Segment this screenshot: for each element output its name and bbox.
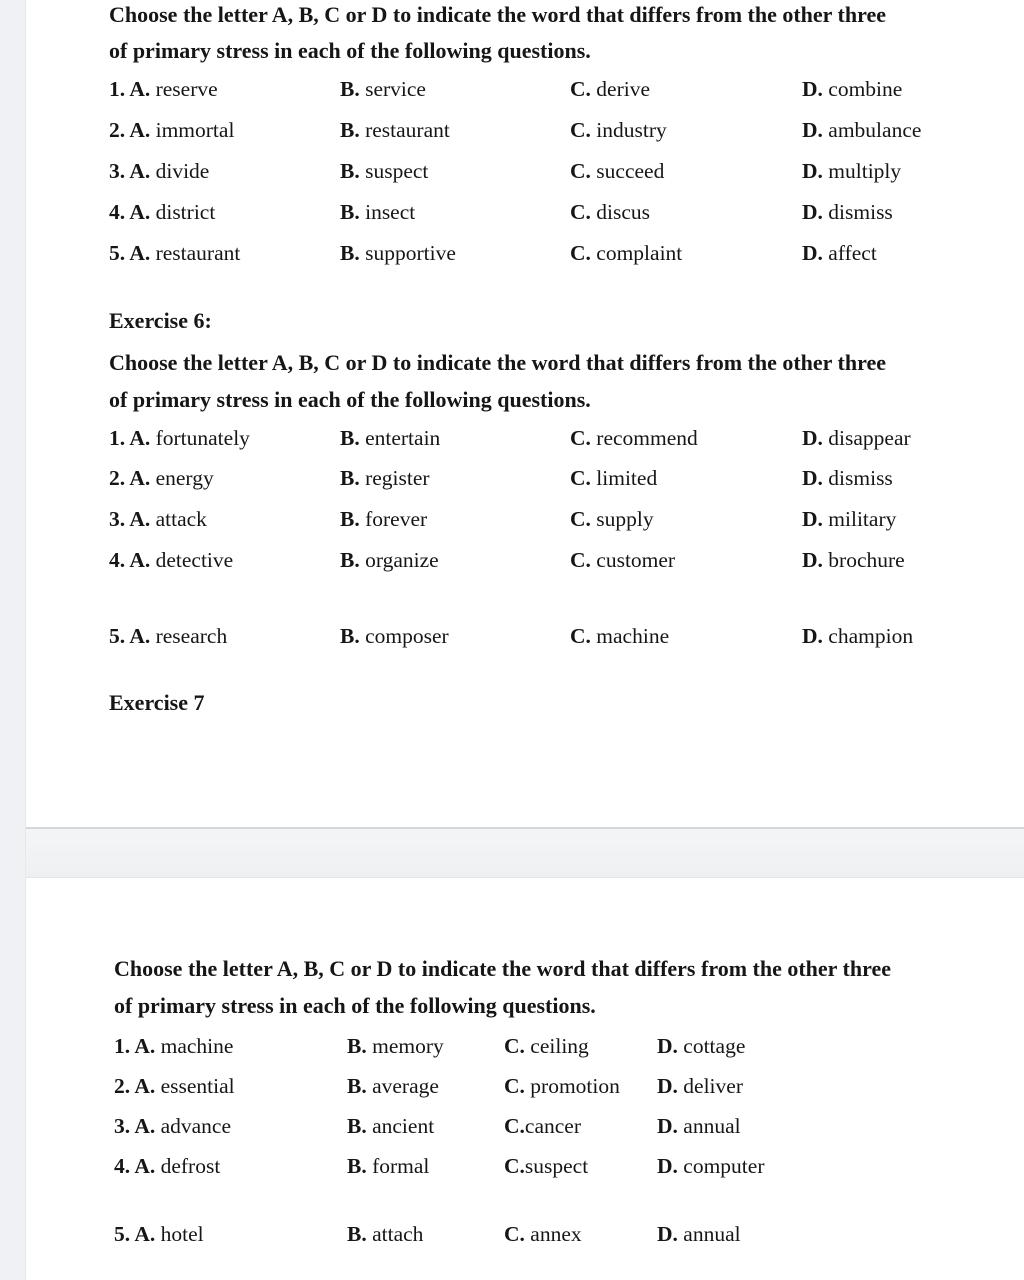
option-cell (802, 426, 911, 451)
option-word: ancient (366, 1114, 435, 1138)
option-label: 1. A. (114, 1034, 156, 1058)
option-cell (114, 1034, 233, 1059)
option-word: essential (155, 1074, 235, 1098)
option-label: B. (347, 1154, 367, 1178)
option-word: suspect (359, 159, 429, 183)
option-label: D. (802, 466, 823, 490)
option-cell (504, 1222, 582, 1247)
option-cell (114, 1114, 231, 1139)
option-word: annual (677, 1114, 741, 1138)
option-cell (802, 507, 896, 532)
option-word: promotion (524, 1074, 620, 1098)
option-label: C. (570, 548, 591, 572)
option-label: D. (802, 200, 823, 224)
option-word: organize (359, 548, 439, 572)
option-cell (340, 548, 439, 573)
option-label: B. (347, 1114, 367, 1138)
option-word: champion (822, 624, 914, 648)
option-label: 2. A. (109, 466, 151, 490)
option-label: 5. A. (109, 624, 151, 648)
option-cell (109, 200, 215, 225)
instruction-line-2: of primary stress in each of the following questions. (109, 387, 591, 412)
option-word: suspect (524, 1154, 589, 1178)
option-word: industry (590, 118, 667, 142)
option-label: D. (657, 1154, 678, 1178)
option-cell (570, 200, 650, 225)
option-label: D. (657, 1114, 678, 1138)
exercise-6-heading: Exercise 6: (109, 308, 212, 333)
option-label: B. (340, 624, 360, 648)
option-cell (347, 1222, 423, 1247)
option-word: cancer (524, 1114, 581, 1138)
option-cell (657, 1154, 764, 1179)
option-label: B. (347, 1074, 367, 1098)
option-word: recommend (590, 426, 698, 450)
option-label: C. (504, 1034, 525, 1058)
option-word: derive (590, 77, 650, 101)
option-label: C. (504, 1222, 525, 1246)
option-cell (340, 118, 450, 143)
option-word: restaurant (150, 241, 241, 265)
option-cell (340, 426, 440, 451)
option-cell (347, 1034, 444, 1059)
option-label: D. (802, 426, 823, 450)
option-word: discus (590, 200, 651, 224)
option-label: 4. A. (109, 548, 151, 572)
option-word: attack (150, 507, 207, 531)
option-word: register (359, 466, 430, 490)
option-word: restaurant (359, 118, 450, 142)
option-label: 1. A. (109, 77, 151, 101)
option-label: B. (340, 241, 360, 265)
option-label: D. (802, 507, 823, 531)
option-cell (340, 159, 428, 184)
option-word: machine (590, 624, 670, 648)
option-cell (570, 77, 650, 102)
option-cell (347, 1114, 434, 1139)
option-cell (347, 1154, 429, 1179)
option-label: 4. A. (114, 1154, 156, 1178)
option-cell (570, 507, 654, 532)
option-word: energy (150, 466, 214, 490)
option-cell (802, 624, 913, 649)
option-label: D. (657, 1034, 678, 1058)
option-label: B. (340, 200, 360, 224)
option-word: district (150, 200, 216, 224)
option-cell (114, 1074, 235, 1099)
option-cell (802, 77, 902, 102)
option-cell (340, 77, 426, 102)
option-cell (802, 200, 893, 225)
option-cell (109, 507, 207, 532)
option-label: D. (802, 118, 823, 142)
option-word: reserve (150, 77, 218, 101)
option-word: multiply (822, 159, 902, 183)
option-cell (570, 426, 698, 451)
option-word: divide (150, 159, 210, 183)
option-cell (802, 159, 901, 184)
option-word: attach (366, 1222, 424, 1246)
option-word: military (822, 507, 897, 531)
option-word: complaint (590, 241, 683, 265)
option-word: composer (359, 624, 449, 648)
option-cell (802, 466, 893, 491)
option-word: forever (359, 507, 428, 531)
option-label: B. (340, 426, 360, 450)
option-word: hotel (155, 1222, 204, 1246)
option-label: 2. A. (109, 118, 151, 142)
instruction-line-1: Choose the letter A, B, C or D to indicate the word that differs from the other three (114, 956, 891, 981)
option-label: B. (340, 77, 360, 101)
option-cell (347, 1074, 439, 1099)
option-label: 5. A. (109, 241, 151, 265)
option-label: C. (570, 241, 591, 265)
option-cell (504, 1034, 589, 1059)
page-break-gap (26, 827, 1024, 878)
option-cell (340, 200, 415, 225)
option-cell (570, 118, 667, 143)
option-cell (570, 466, 657, 491)
option-word: computer (677, 1154, 765, 1178)
option-word: brochure (822, 548, 905, 572)
option-label: D. (657, 1074, 678, 1098)
option-word: defrost (155, 1154, 221, 1178)
option-cell (109, 466, 214, 491)
option-label: C. (570, 426, 591, 450)
option-label: B. (340, 159, 360, 183)
option-word: dismiss (822, 200, 893, 224)
option-cell (109, 426, 250, 451)
option-word: annual (677, 1222, 741, 1246)
option-word: deliver (677, 1074, 743, 1098)
option-word: ceiling (524, 1034, 589, 1058)
option-cell (109, 548, 233, 573)
option-cell (340, 507, 427, 532)
option-word: dismiss (822, 466, 893, 490)
option-word: supply (590, 507, 654, 531)
option-cell (570, 548, 675, 573)
option-word: combine (822, 77, 903, 101)
option-cell (802, 241, 877, 266)
option-cell (657, 1074, 743, 1099)
left-gutter (0, 0, 26, 1280)
option-label: B. (340, 548, 360, 572)
instruction-line-1: Choose the letter A, B, C or D to indicate the word that differs from the other three (109, 2, 886, 27)
option-word: annex (524, 1222, 582, 1246)
option-cell (114, 1222, 204, 1247)
option-label: C. (504, 1074, 525, 1098)
option-word: cottage (677, 1034, 746, 1058)
option-cell (114, 1154, 220, 1179)
option-label: C. (570, 507, 591, 531)
option-label: D. (802, 77, 823, 101)
option-label: D. (802, 624, 823, 648)
option-cell (504, 1074, 620, 1099)
option-label: D. (802, 159, 823, 183)
option-label: B. (347, 1222, 367, 1246)
option-label: 1. A. (109, 426, 151, 450)
option-label: B. (340, 466, 360, 490)
option-label: D. (657, 1222, 678, 1246)
option-cell (340, 466, 430, 491)
document-page-1 (26, 0, 1024, 827)
option-cell (570, 159, 664, 184)
option-label: B. (347, 1034, 367, 1058)
option-word: insect (359, 200, 416, 224)
option-cell (570, 241, 682, 266)
option-cell (570, 624, 669, 649)
option-word: affect (822, 241, 877, 265)
option-label: C. (570, 624, 591, 648)
option-label: 3. A. (114, 1114, 156, 1138)
option-word: fortunately (150, 426, 250, 450)
instruction-line-1: Choose the letter A, B, C or D to indicate the word that differs from the other three (109, 350, 886, 375)
option-label: C. (570, 77, 591, 101)
option-word: research (150, 624, 228, 648)
option-word: entertain (359, 426, 441, 450)
option-word: ambulance (822, 118, 922, 142)
option-word: immortal (150, 118, 235, 142)
option-label: C. (504, 1154, 525, 1178)
option-label: B. (340, 507, 360, 531)
option-label: 2. A. (114, 1074, 156, 1098)
option-word: customer (590, 548, 676, 572)
option-word: detective (150, 548, 234, 572)
option-label: C. (570, 200, 591, 224)
exercise-7-heading: Exercise 7 (109, 690, 205, 715)
option-label: C. (570, 118, 591, 142)
option-cell (802, 118, 921, 143)
option-label: 3. A. (109, 159, 151, 183)
option-word: formal (366, 1154, 430, 1178)
option-label: 4. A. (109, 200, 151, 224)
option-word: memory (366, 1034, 444, 1058)
instruction-line-2: of primary stress in each of the following questions. (114, 993, 596, 1018)
option-label: B. (340, 118, 360, 142)
option-word: succeed (590, 159, 665, 183)
option-cell (340, 241, 456, 266)
option-word: service (359, 77, 426, 101)
option-cell (109, 77, 218, 102)
option-cell (657, 1114, 741, 1139)
option-word: machine (155, 1034, 234, 1058)
option-cell (657, 1034, 745, 1059)
option-label: D. (802, 241, 823, 265)
option-cell (340, 624, 449, 649)
option-cell (802, 548, 905, 573)
option-cell (657, 1222, 741, 1247)
option-cell (109, 624, 227, 649)
option-label: C. (570, 159, 591, 183)
instruction-line-2: of primary stress in each of the following questions. (109, 38, 591, 63)
option-word: advance (155, 1114, 232, 1138)
option-cell (109, 159, 209, 184)
option-label: 3. A. (109, 507, 151, 531)
option-word: disappear (822, 426, 911, 450)
option-cell (109, 118, 234, 143)
option-label: C. (504, 1114, 525, 1138)
document-page-2 (26, 878, 1024, 1280)
option-label: D. (802, 548, 823, 572)
option-cell (109, 241, 240, 266)
option-word: limited (590, 466, 658, 490)
option-label: C. (570, 466, 591, 490)
option-word: supportive (359, 241, 456, 265)
option-label: 5. A. (114, 1222, 156, 1246)
option-cell (504, 1114, 581, 1139)
option-word: average (366, 1074, 439, 1098)
option-cell (504, 1154, 588, 1179)
